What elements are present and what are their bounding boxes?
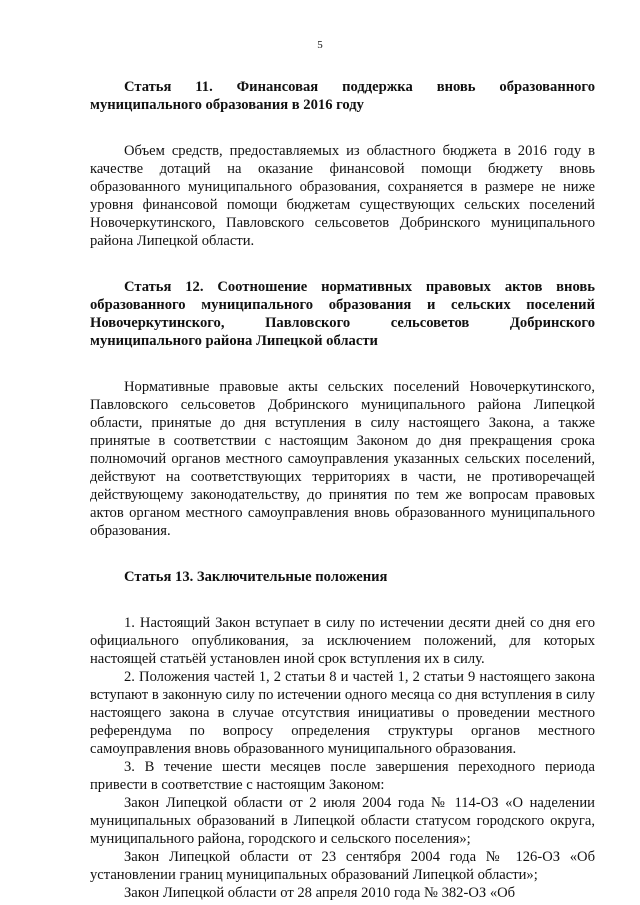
article-13-law-114: Закон Липецкой области от 2 июля 2004 года № 114-ОЗ «О наделении муниципальных образований в Липецкой области статусом городского округа, муниципального района, городского и сельского поселения»; [90,795,595,847]
article-12-heading: Статья 12. Соотношение нормативных правовых актов вновь образованного муниципального образования и сельских поселений Новочеркутинского, Павловского сельсоветов Добринского муниципального района Липецкой области [90,279,595,349]
article-13-law-382: Закон Липецкой области от 28 апреля 2010 года № 382-ОЗ «Об [124,885,516,901]
article-12-paragraph: Нормативные правовые акты сельских поселений Новочеркутинского, Павловского сельсоветов Добринского муниципального района Липецкой области, принятые до дня вступления в силу настоящего Закона, а также принятые в соответствии с настоящим Законом до дня прекращения срока полномочий органов местного самоуправления указанных сельских поселений, действуют на соответствующих территориях в части, не противоречащей действующему законодательству, до принятия по тем же вопросам правовых актов органом местного самоуправления вновь образованного муниципального образования. [90,379,595,539]
article-13-paragraph-2: 2. Положения частей 1, 2 статьи 8 и частей 1, 2 статьи 9 настоящего закона вступают в законную силу по истечении одного месяца со дня вступления в силу настоящего закона в случае отсутствия инициативы о проведении местного референдума по вопросу определения структуры органов местного самоуправления вновь образованного муниципального образования. [90,669,595,757]
article-13-paragraph-3: 3. В течение шести месяцев после завершения переходного периода привести в соответствие с настоящим Законом: [90,759,595,793]
spacer [90,250,595,278]
page-number: 5 [317,39,323,51]
spacer [90,586,595,614]
article-13-law-126: Закон Липецкой области от 23 сентября 2004 года № 126-ОЗ «Об установлении границ муниципальных образований Липецкой области»; [90,849,595,883]
article-13-heading: Статья 13. Заключительные положения [124,569,388,585]
spacer [90,350,595,378]
document-body [90,78,595,902]
article-11-paragraph: Объем средств, предоставляемых из областного бюджета в 2016 году в качестве дотаций на оказание финансовой помощи бюджету вновь образованного муниципального образования, сохраняется в размере не ниже уровня финансовой помощи бюджетам существующих сельских поселений Новочеркутинского, Павловского сельсоветов Добринского муниципального района Липецкой области. [90,143,595,249]
article-13-paragraph-1: 1. Настоящий Закон вступает в силу по истечении десяти дней со дня его официального опубликования, за исключением положений, для которых настоящей статьёй установлен иной срок вступления их в силу. [90,615,595,667]
spacer [90,540,595,568]
article-11-heading: Статья 11. Финансовая поддержка вновь образованного муниципального образования в 2016 году [90,79,595,113]
spacer [90,114,595,142]
